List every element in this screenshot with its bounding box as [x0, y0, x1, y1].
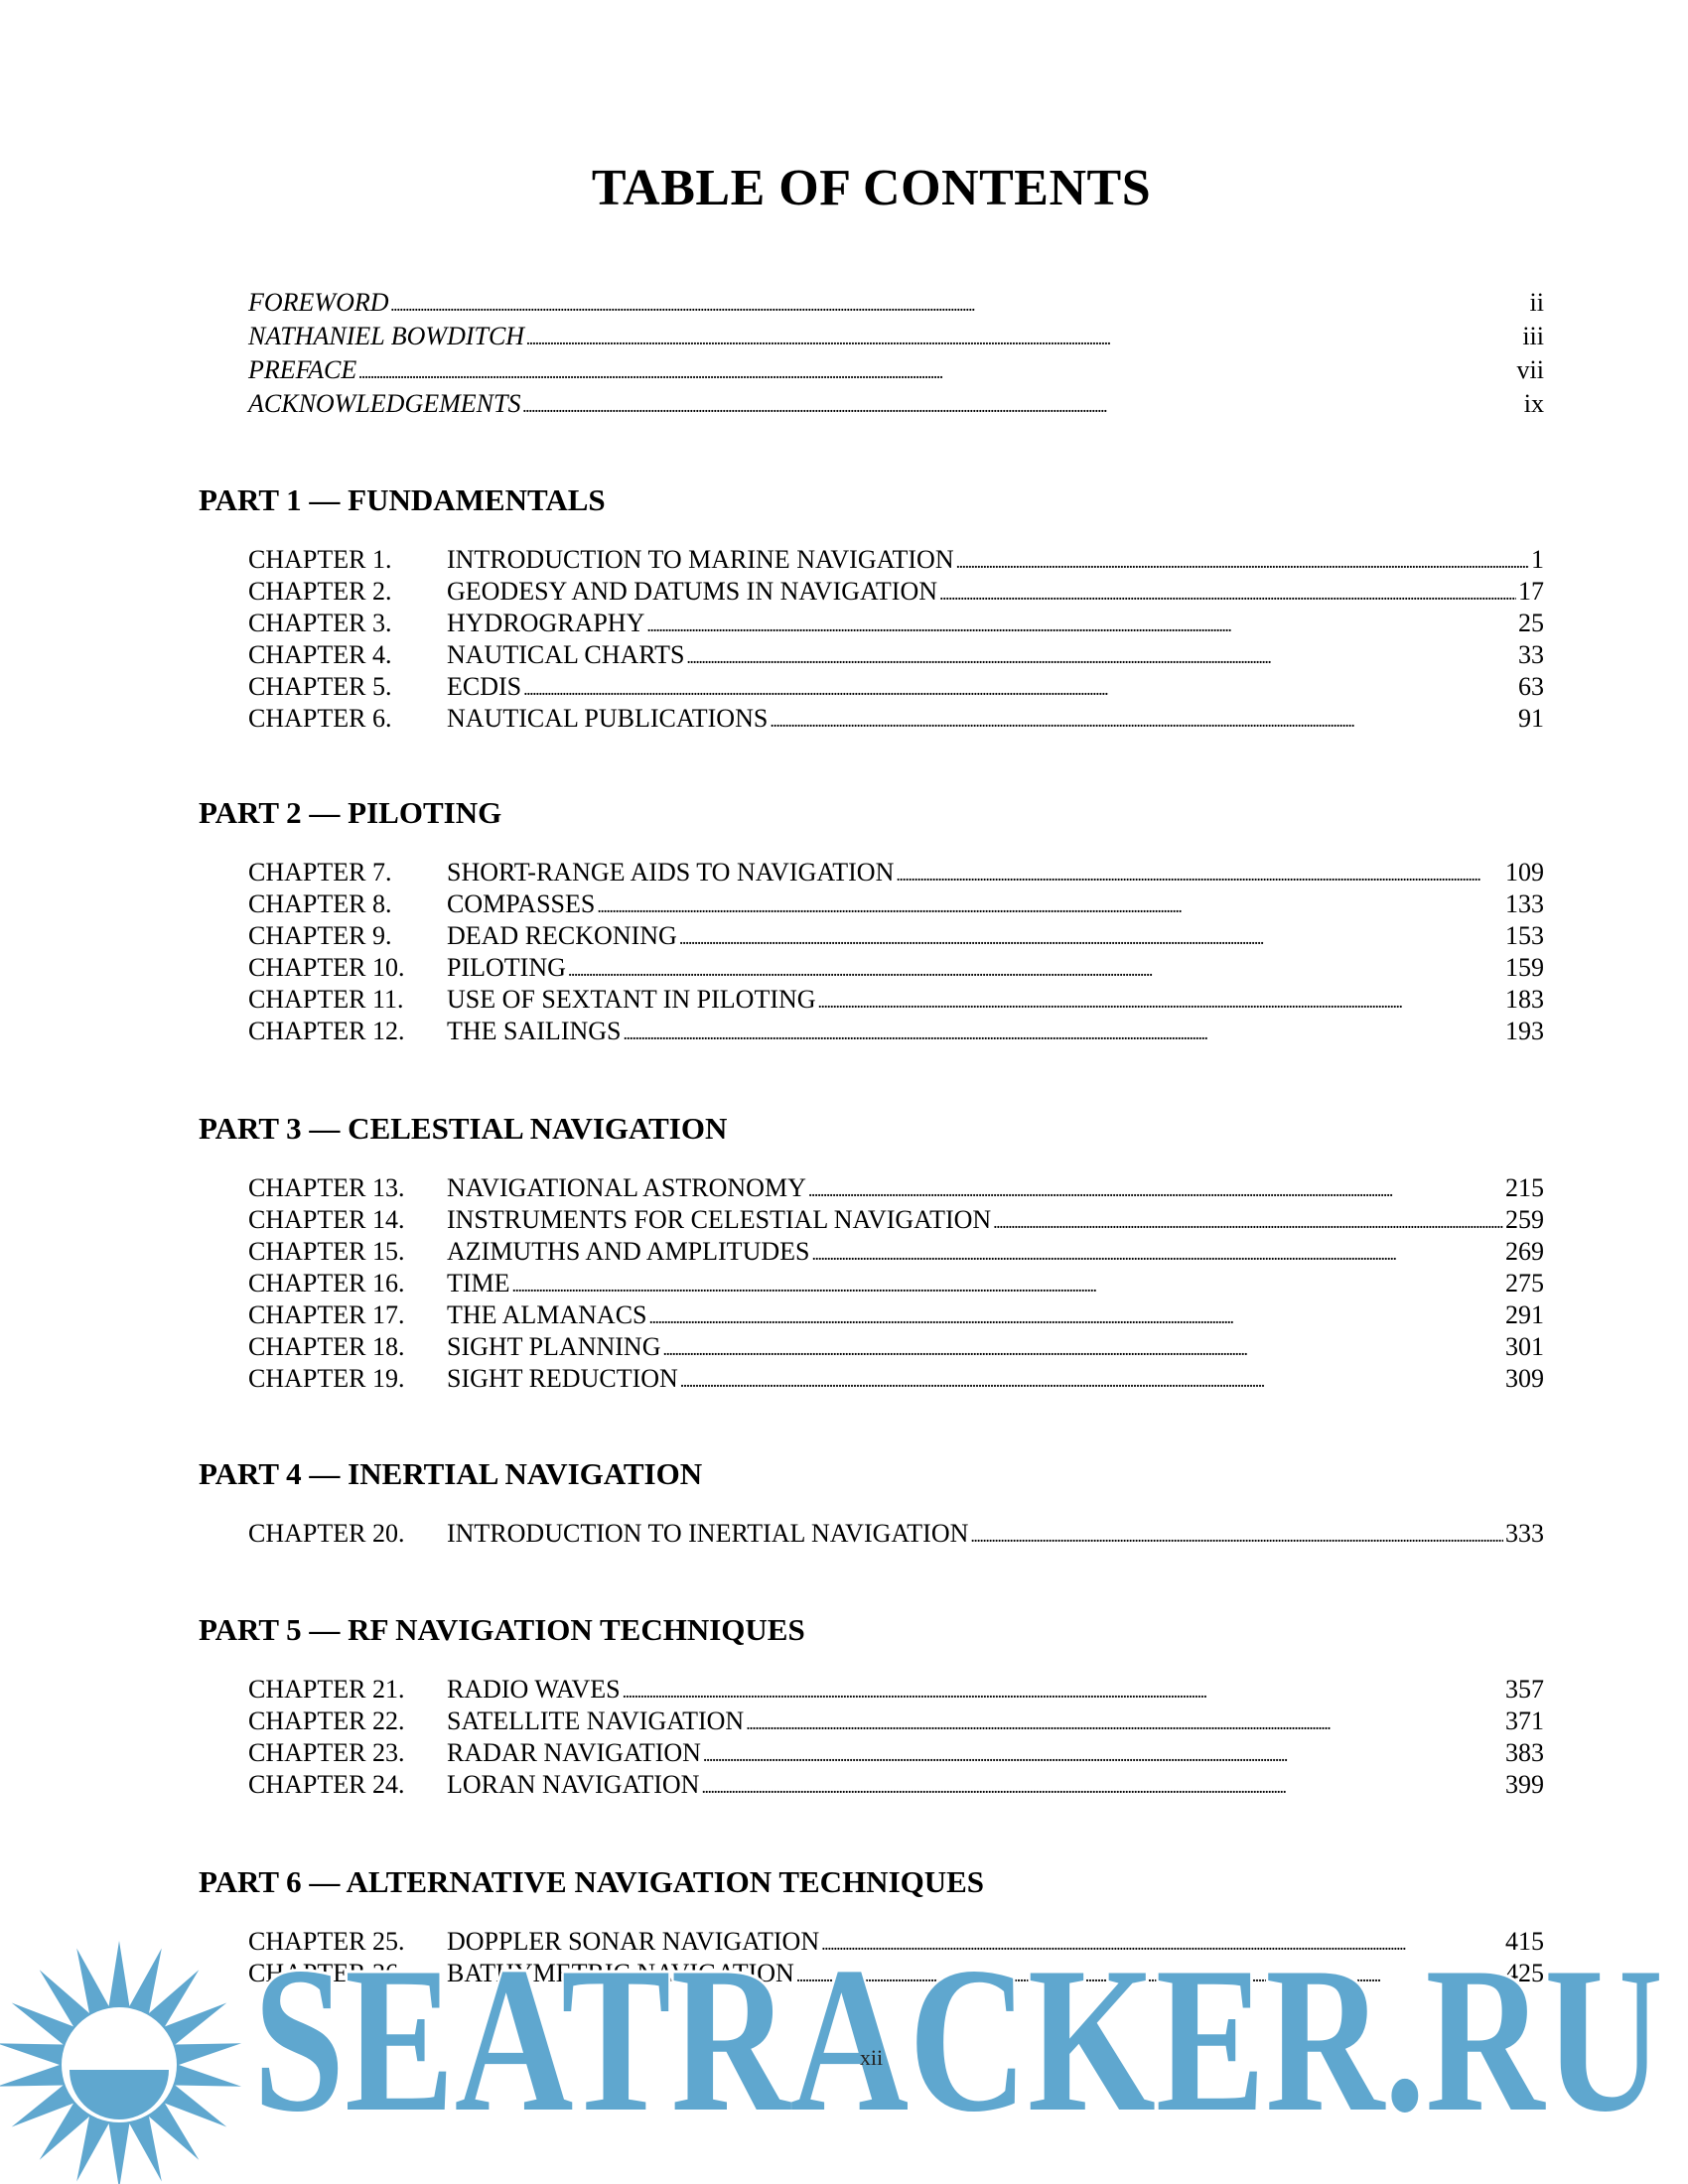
dot-leader — [811, 1237, 1503, 1267]
part-heading: PART 1 — FUNDAMENTALS — [199, 482, 606, 517]
dot-leader — [391, 288, 1528, 318]
chapter-number: CHAPTER 2. — [248, 577, 392, 606]
page-ref: 133 — [1505, 889, 1544, 918]
page-title: TABLE OF CONTENTS — [591, 160, 1152, 216]
dot-leader — [701, 1770, 1503, 1800]
chapter-number: CHAPTER 3. — [248, 609, 392, 637]
chapter-title: PILOTING — [447, 953, 566, 982]
toc-entry[interactable] — [248, 1173, 1544, 1205]
toc-entry[interactable] — [248, 389, 1544, 423]
dot-leader — [770, 704, 1516, 734]
chapter-number: CHAPTER 13. — [248, 1173, 405, 1202]
chapter-title: SIGHT PLANNING — [447, 1332, 661, 1361]
dot-leader — [703, 1738, 1503, 1768]
chapter-number: CHAPTER 20. — [248, 1519, 405, 1548]
chapter-number: CHAPTER 6. — [248, 704, 392, 733]
page-ref: 159 — [1505, 953, 1544, 982]
page-ref: 357 — [1505, 1675, 1544, 1704]
toc-entry[interactable] — [248, 1269, 1544, 1300]
dot-leader — [680, 1364, 1503, 1394]
watermark-text: SEATRACKER.RU — [253, 1925, 1663, 2155]
part-heading: PART 5 — RF NAVIGATION TECHNIQUES — [199, 1612, 805, 1647]
chapter-list — [248, 858, 1544, 1048]
entry-title: FOREWORD — [248, 288, 389, 317]
chapter-number: CHAPTER 11. — [248, 985, 404, 1014]
chapter-number: CHAPTER 8. — [248, 889, 392, 918]
chapter-list — [248, 1675, 1544, 1802]
page-ref: vii — [1516, 355, 1544, 384]
dot-leader — [649, 1300, 1503, 1330]
chapter-number: CHAPTER 5. — [248, 672, 392, 701]
chapter-number: CHAPTER 24. — [248, 1770, 405, 1799]
chapter-title: NAUTICAL PUBLICATIONS — [447, 704, 769, 733]
page-ref: 425 — [1505, 1959, 1544, 1987]
page-ref: 309 — [1505, 1364, 1544, 1393]
page-ref: 33 — [1518, 640, 1544, 669]
part-section — [199, 481, 1544, 736]
page-ref: iii — [1522, 322, 1544, 350]
chapter-title: SHORT-RANGE AIDS TO NAVIGATION — [447, 858, 895, 887]
chapter-number: CHAPTER 1. — [248, 545, 392, 574]
page-ref: 291 — [1505, 1300, 1544, 1329]
toc-entry[interactable] — [248, 704, 1544, 736]
front-matter-list — [248, 288, 1544, 423]
dot-leader — [597, 889, 1503, 919]
part-heading: PART 4 — INERTIAL NAVIGATION — [199, 1456, 703, 1491]
chapter-number: CHAPTER 23. — [248, 1738, 405, 1767]
chapter-number: CHAPTER 16. — [248, 1269, 405, 1297]
dot-leader — [646, 609, 1516, 638]
page-ref: ii — [1529, 288, 1544, 317]
page-ref: 109 — [1505, 858, 1544, 887]
chapter-number: CHAPTER 17. — [248, 1300, 405, 1329]
page-number: xii — [859, 2045, 884, 2070]
chapter-title: USE OF SEXTANT IN PILOTING — [447, 985, 816, 1014]
toc-entry[interactable] — [248, 322, 1544, 355]
chapter-number: CHAPTER 19. — [248, 1364, 405, 1393]
page-ref: 193 — [1505, 1017, 1544, 1045]
page-ref: 301 — [1505, 1332, 1544, 1361]
chapter-title: RADIO WAVES — [447, 1675, 621, 1704]
toc-entry[interactable] — [248, 1332, 1544, 1364]
chapter-title: DOPPLER SONAR NAVIGATION — [447, 1927, 820, 1956]
dot-leader — [956, 545, 1529, 575]
part-section — [199, 794, 1544, 1048]
chapter-title: COMPASSES — [447, 889, 596, 918]
chapter-number: CHAPTER 25. — [248, 1927, 405, 1956]
toc-entry[interactable] — [248, 672, 1544, 704]
part-heading: PART 6 — ALTERNATIVE NAVIGATION TECHNIQUES — [199, 1864, 985, 1899]
chapter-title: INSTRUMENTS FOR CELESTIAL NAVIGATION — [447, 1205, 992, 1234]
chapter-number: CHAPTER 26. — [248, 1959, 405, 1987]
toc-entry[interactable] — [248, 609, 1544, 640]
dot-leader — [993, 1205, 1503, 1235]
chapter-title: NAVIGATIONAL ASTRONOMY — [447, 1173, 806, 1202]
toc-entry[interactable] — [248, 355, 1544, 389]
toc-entry[interactable] — [248, 545, 1544, 577]
chapter-number: CHAPTER 12. — [248, 1017, 405, 1045]
entry-title: ACKNOWLEDGEMENTS — [248, 389, 521, 418]
chapter-title: RADAR NAVIGATION — [447, 1738, 701, 1767]
chapter-number: CHAPTER 10. — [248, 953, 405, 982]
toc-entry[interactable] — [248, 985, 1544, 1017]
page-ref: ix — [1523, 389, 1544, 418]
chapter-title: HYDROGRAPHY — [447, 609, 645, 637]
entry-title: NATHANIEL BOWDITCH — [248, 322, 525, 350]
page-ref: 63 — [1518, 672, 1544, 701]
chapter-number: CHAPTER 9. — [248, 921, 392, 950]
chapter-title: SATELLITE NAVIGATION — [447, 1706, 745, 1735]
dot-leader — [512, 1269, 1503, 1298]
chapter-title: INTRODUCTION TO MARINE NAVIGATION — [447, 545, 954, 574]
page-ref: 153 — [1505, 921, 1544, 950]
page-ref: 275 — [1505, 1269, 1544, 1297]
dot-leader — [808, 1173, 1503, 1203]
chapter-title: SIGHT REDUCTION — [447, 1364, 678, 1393]
dot-leader — [818, 985, 1503, 1015]
dot-leader — [939, 577, 1516, 607]
dot-leader — [662, 1332, 1503, 1362]
chapter-title: THE ALMANACS — [447, 1300, 647, 1329]
chapter-title: LORAN NAVIGATION — [447, 1770, 700, 1799]
chapter-title: GEODESY AND DATUMS IN NAVIGATION — [447, 577, 937, 606]
part-section — [199, 1110, 1544, 1396]
page-ref: 1 — [1531, 545, 1544, 574]
chapter-list — [248, 1519, 1544, 1551]
chapter-number: CHAPTER 18. — [248, 1332, 405, 1361]
toc-entry[interactable] — [248, 889, 1544, 921]
page-ref: 383 — [1505, 1738, 1544, 1767]
dot-leader — [623, 1675, 1503, 1705]
dot-leader — [358, 355, 1514, 385]
chapter-number: CHAPTER 15. — [248, 1237, 405, 1266]
toc-entry[interactable] — [248, 640, 1544, 672]
chapter-title: TIME — [447, 1269, 510, 1297]
page-ref: 371 — [1505, 1706, 1544, 1735]
chapter-number: CHAPTER 14. — [248, 1205, 405, 1234]
dot-leader — [970, 1519, 1503, 1549]
toc-entry[interactable] — [248, 1237, 1544, 1269]
dot-leader — [526, 322, 1520, 351]
page-ref: 415 — [1505, 1927, 1544, 1956]
chapter-title: AZIMUTHS AND AMPLITUDES — [447, 1237, 810, 1266]
part-heading: PART 3 — CELESTIAL NAVIGATION — [199, 1111, 728, 1146]
toc-entry[interactable] — [248, 953, 1544, 985]
dot-leader — [679, 921, 1503, 951]
dot-leader — [896, 858, 1503, 887]
toc-entry[interactable] — [248, 1738, 1544, 1770]
dot-leader — [746, 1706, 1503, 1736]
toc-entry[interactable] — [248, 1675, 1544, 1706]
entry-title: PREFACE — [248, 355, 357, 384]
toc-entry[interactable] — [248, 288, 1544, 322]
toc-entry[interactable] — [248, 1706, 1544, 1738]
page-ref: 259 — [1505, 1205, 1544, 1234]
part-heading: PART 2 — PILOTING — [199, 795, 502, 830]
toc-entry[interactable] — [248, 1300, 1544, 1332]
chapter-title: DEAD RECKONING — [447, 921, 677, 950]
toc-entry[interactable] — [248, 921, 1544, 953]
chapter-list — [248, 545, 1544, 736]
chapter-title: BATHYMETRIC NAVIGATION — [447, 1959, 794, 1987]
chapter-title: INTRODUCTION TO INERTIAL NAVIGATION — [447, 1519, 969, 1548]
chapter-number: CHAPTER 21. — [248, 1675, 405, 1704]
page-ref: 183 — [1505, 985, 1544, 1014]
toc-entry[interactable] — [248, 1364, 1544, 1396]
page-ref: 333 — [1505, 1519, 1544, 1548]
page-ref: 399 — [1505, 1770, 1544, 1799]
dot-leader — [568, 953, 1503, 983]
toc-entry[interactable] — [248, 577, 1544, 609]
chapter-number: CHAPTER 7. — [248, 858, 392, 887]
chapter-title: ECDIS — [447, 672, 522, 701]
page-ref: 17 — [1518, 577, 1544, 606]
page-ref: 215 — [1505, 1173, 1544, 1202]
chapter-title: THE SAILINGS — [447, 1017, 622, 1045]
toc-entry[interactable] — [248, 1205, 1544, 1237]
dot-leader — [686, 640, 1516, 670]
page-ref: 25 — [1518, 609, 1544, 637]
chapter-list — [248, 1173, 1544, 1396]
dot-leader — [624, 1017, 1504, 1046]
page-ref: 269 — [1505, 1237, 1544, 1266]
toc-entry[interactable] — [248, 1017, 1544, 1048]
toc-entry[interactable] — [248, 858, 1544, 889]
part-section — [199, 1455, 1544, 1551]
toc-entry[interactable] — [248, 1770, 1544, 1802]
chapter-number: CHAPTER 4. — [248, 640, 392, 669]
dot-leader — [523, 672, 1516, 702]
part-section — [199, 1611, 1544, 1802]
toc-entry[interactable] — [248, 1519, 1544, 1551]
chapter-number: CHAPTER 22. — [248, 1706, 405, 1735]
dot-leader — [522, 389, 1521, 419]
chapter-title: NAUTICAL CHARTS — [447, 640, 685, 669]
page-ref: 91 — [1518, 704, 1544, 733]
